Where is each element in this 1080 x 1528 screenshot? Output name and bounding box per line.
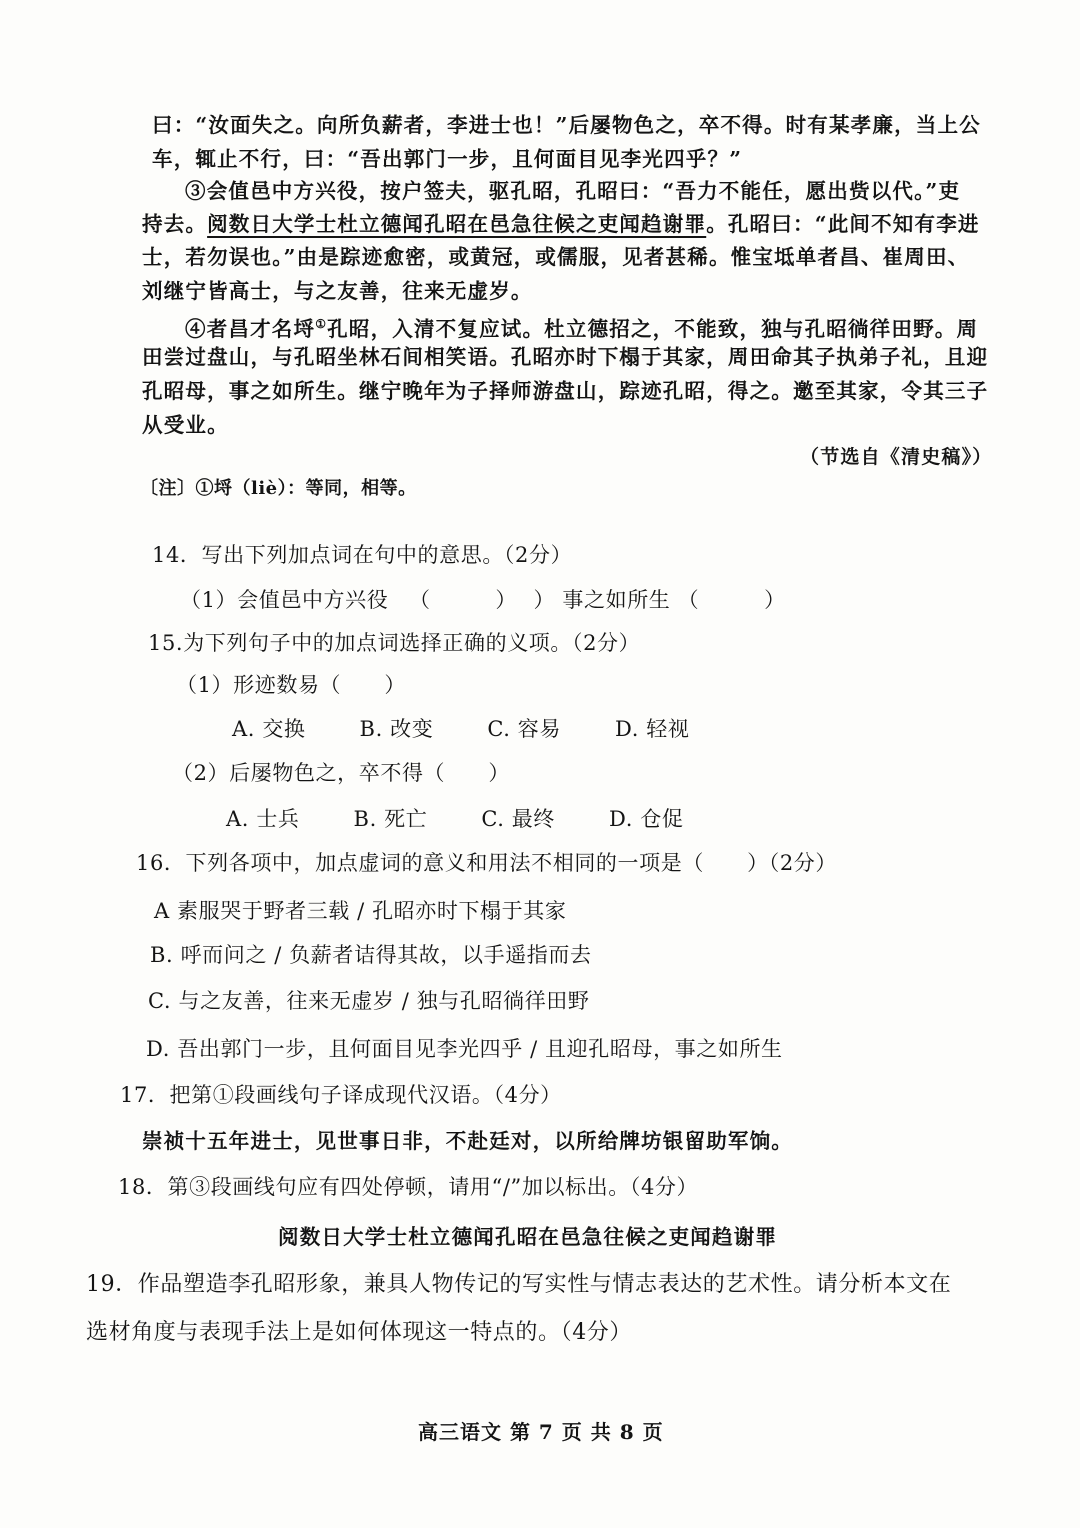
option[interactable]: A. 士兵	[226, 807, 300, 831]
option[interactable]: D. 仓促	[609, 807, 684, 831]
q14-answer-blank-1[interactable]: （ ）	[408, 588, 517, 612]
q15-options-1	[232, 714, 689, 744]
q17-sentence: 崇祯十五年进士，见世事日非，不赴廷对，以所给牌坊银留助军饷。	[142, 1129, 793, 1153]
footnote: 〔注〕①埒（liè）：等同，相等。	[140, 478, 417, 499]
q14-item-1: （1）会值邑中方兴役	[180, 588, 389, 612]
passage-text: 持去。	[142, 212, 208, 236]
passage-source: （节选自《清史稿》）	[800, 446, 993, 468]
passage-line: 刘继宁皆高士，与之友善，往来无虚岁。	[142, 279, 533, 303]
question-14-items	[180, 585, 786, 615]
q18-sentence: 阅数日大学士杜立德闻孔昭在邑急往候之吏闻趋谢罪	[278, 1225, 778, 1249]
passage-text: ④者昌才名埒	[185, 316, 316, 341]
passage-line	[142, 209, 980, 239]
option[interactable]: B. 改变	[359, 717, 434, 741]
passage-line	[185, 309, 978, 344]
passage-text: 。孔昭曰：“此间不知有李进	[706, 212, 980, 236]
q15-sub-2: （2）后屡物色之，卒不得（ ）	[172, 761, 510, 785]
question-19-line-1: 19．作品塑造李孔昭形象，兼具人物传记的写实性与情志表达的艺术性。请分析本文在	[86, 1272, 952, 1297]
passage-line: ③会值邑中方兴役，按户签夫，驱孔昭，孔昭曰：“吾力不能任，愿出赀以代。”吏	[185, 179, 961, 203]
passage-line: 从受业。	[142, 413, 229, 437]
q14-item-2: 事之如所生	[562, 588, 671, 612]
q14-item-2-bracket: ）	[533, 588, 556, 612]
option[interactable]: A. 交换	[232, 717, 306, 741]
footnote-marker: ①	[315, 317, 328, 331]
q15-sub-1: （1）形迹数易（ ）	[176, 673, 406, 697]
passage-line: 士，若勿误也。”由是踪迹愈密，或黄冠，或儒服，见者甚稀。惟宝坻单者昌、崔周田、	[142, 245, 970, 269]
option[interactable]: C. 最终	[481, 807, 555, 831]
question-14-stem: 14．写出下列加点词在句中的意思。（2分）	[152, 543, 573, 567]
q16-option-c[interactable]: C. 与之友善，往来无虚岁 / 独与孔昭徜徉田野	[148, 989, 590, 1013]
question-16-stem: 16．下列各项中，加点虚词的意义和用法不相同的一项是（ ）（2分）	[136, 851, 837, 875]
option[interactable]: B. 死亡	[353, 807, 428, 831]
q15-options-2	[226, 804, 683, 834]
passage-line: 车，辄止不行，曰：“吾出郭门一步，且何面目见李光四乎？”	[152, 147, 743, 171]
passage-line: 田尝过盘山，与孔昭坐林石间相笑语。孔昭亦时下榻于其家，周田命其子执弟子礼，且迎	[142, 345, 989, 369]
page-footer: 高三语文 第 7 页 共 8 页	[418, 1420, 664, 1444]
question-18-stem: 18．第③段画线句应有四处停顿，请用“/”加以标出。（4分）	[118, 1175, 699, 1199]
option[interactable]: C. 容易	[487, 717, 561, 741]
option[interactable]: D. 轻视	[615, 717, 690, 741]
q16-option-a[interactable]: A 素服哭于野者三载 / 孔昭亦时下榻于其家	[154, 899, 567, 923]
q14-answer-blank-2[interactable]: （ ）	[677, 588, 786, 612]
question-15-stem: 15.为下列句子中的加点词选择正确的义项。（2分）	[148, 631, 641, 655]
passage-line: 曰：“汝面失之。向所负薪者，李进士也！”后屡物色之，卒不得。时有某孝廉，当上公	[152, 113, 981, 137]
underlined-sentence: 阅数日大学士杜立德闻孔昭在邑急往候之吏闻趋谢罪	[207, 212, 707, 236]
q16-option-b[interactable]: B. 呼而问之 / 负薪者诘得其故，以手遥指而去	[150, 943, 592, 967]
passage-line: 孔昭母，事之如所生。继宁晚年为子择师游盘山，踪迹孔昭，得之。邀至其家，令其三子	[142, 379, 989, 403]
passage-text: 孔昭，入清不复应试。杜立德招之，不能致，独与孔昭徜徉田野。周	[327, 316, 979, 341]
q16-option-d[interactable]: D. 吾出郭门一步，且何面目见李光四乎 / 且迎孔昭母，事之如所生	[146, 1037, 783, 1061]
question-17-stem: 17．把第①段画线句子译成现代汉语。（4分）	[120, 1083, 562, 1107]
question-19-line-2: 选材角度与表现手法上是如何体现这一特点的。（4分）	[86, 1320, 632, 1345]
